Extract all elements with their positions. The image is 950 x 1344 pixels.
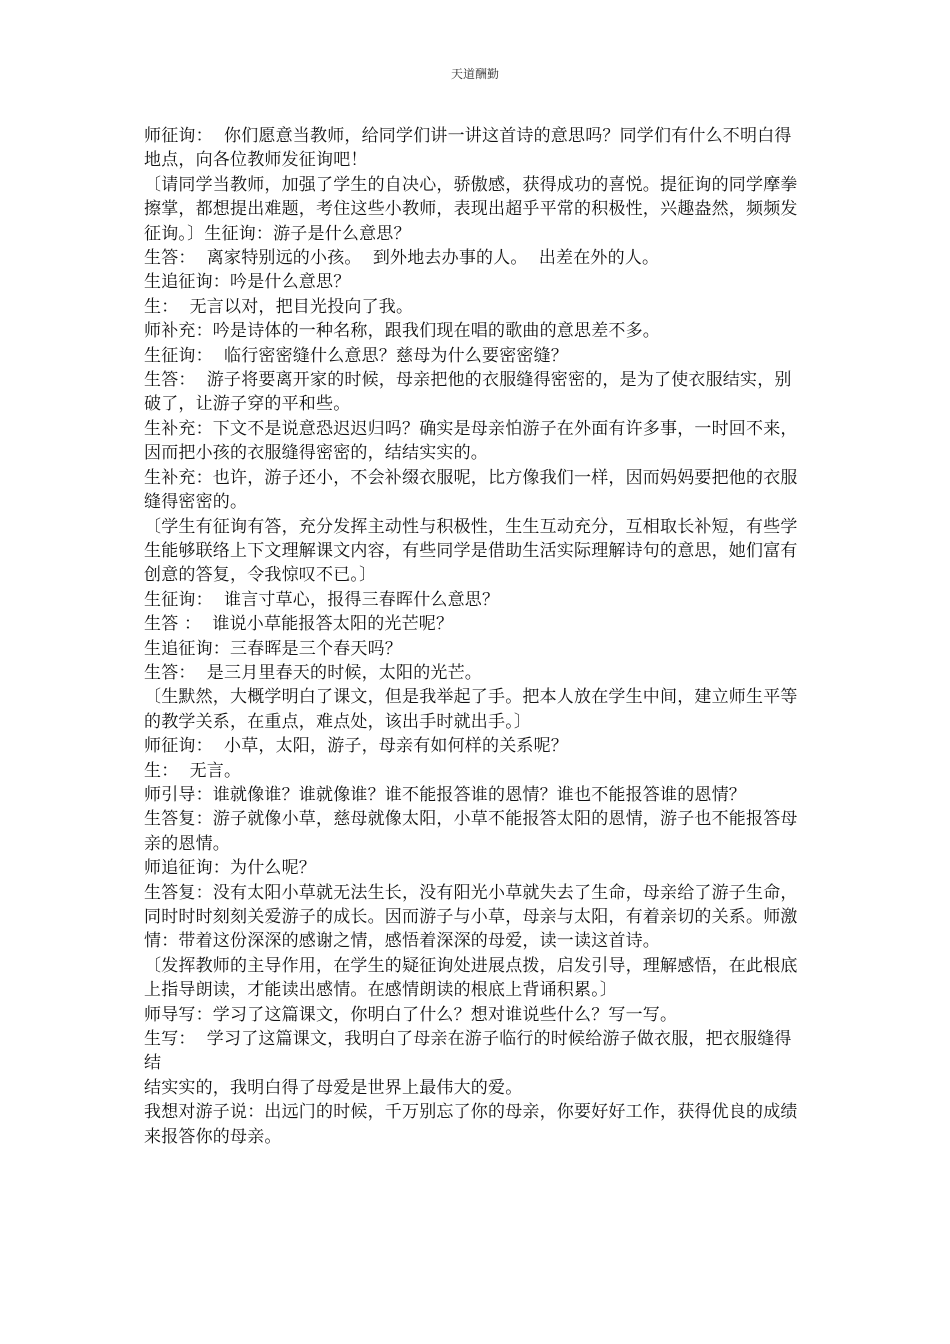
paragraph: 生补充：下文不是说意恐迟迟归吗？确实是母亲怕游子在外面有许多事，一时回不来，因而把小孩的衣服缝得密密的，结结实实的。 [144, 418, 798, 464]
paragraph: 师补充：吟是诗体的一种名称，跟我们现在唱的歌曲的意思差不多。 [144, 321, 660, 342]
paragraph: 师引导：谁就像谁？谁就像谁？谁不能报答谁的恩情？谁也不能报答谁的恩情？ [144, 784, 746, 805]
header-title: 天道酬勤 [450, 67, 499, 81]
paragraph: 师征询： 小草，太阳，游子，母亲有如何样的关系呢？ [144, 736, 569, 757]
paragraph: 生征询： 临行密密缝什么意思？慈母为什么要密密缝？ [144, 345, 569, 366]
paragraph: 〔请同学当教师，加强了学生的自决心，骄傲感，获得成功的喜悦。提征询的同学摩拳擦掌，都想提出难题，考住这些小教师，表现出超乎平常的积极性，兴趣盎然，频频发征询。〕生征询：游子是什么意思？ [144, 174, 798, 244]
paragraph: 我想对游子说：出远门的时候，千万别忘了你的母亲，你要好好工作，获得优良的成绩来报答你的母亲。 [144, 1102, 798, 1147]
paragraph: 生： 无言。 [144, 760, 242, 781]
paragraph: 生追征询：三春晖是三个春天吗？ [144, 638, 402, 659]
paragraph: 师导写：学习了这篇课文，你明白了什么？想对谁说些什么？写一写。 [144, 1004, 678, 1025]
paragraph: 生征询： 谁言寸草心，报得三春晖什么意思？ [144, 589, 500, 610]
paragraph: 〔生默然，大概学明白了课文，但是我举起了手。把本人放在学生中间，建立师生平等的教学关系，在重点，难点处，该出手时就出手。〕 [144, 687, 798, 732]
paragraph: 生答： 离家特别远的小孩。 到外地去办事的人。 出差在外的人。 [144, 248, 660, 269]
paragraph: 生答复：游子就像小草，慈母就像太阳，小草不能报答太阳的恩情，游子也不能报答母亲的恩情。 [144, 809, 798, 854]
paragraph: 生答复：没有太阳小草就无法生长，没有阳光小草就失去了生命，母亲给了游子生命，同时时时刻刻关爱游子的成长。因而游子与小草，母亲与太阳，有着亲切的关系。师激情：带着这份深深的感谢之情，感悟着深深的母爱，读一读这首诗。 [144, 882, 798, 952]
page-header [0, 66, 950, 82]
paragraph: 〔发挥教师的主导作用，在学生的疑征询处进展点拨，启发引导，理解感悟，在此根底上指导朗读，才能读出感情。在感情朗读的根底上背诵积累。〕 [144, 955, 798, 1001]
paragraph: 生： 无言以对，把目光投向了我。 [144, 296, 414, 317]
paragraph: 生写： 学习了这篇课文，我明白了母亲在游子临行的时候给游子做衣服，把衣服缝得结 [144, 1029, 792, 1074]
document-body [144, 124, 808, 1149]
paragraph: 生追征询：吟是什么意思？ [144, 272, 351, 293]
paragraph: 生答： 是三月里春天的时候，太阳的光芒。 [144, 662, 483, 683]
paragraph: 〔学生有征询有答，充分发挥主动性与积极性，生生互动充分，互相取长补短，有些学生能够联络上下文理解课文内容，有些同学是借助生活实际理解诗句的意思，她们富有创意的答复，令我惊叹不已。〕 [144, 516, 798, 586]
paragraph: 结实实的，我明白得了母爱是世界上最伟大的爱。 [144, 1077, 523, 1098]
paragraph: 生答： 游子将要离开家的时候，母亲把他的衣服缝得密密的，是为了使衣服结实，别破了，让游子穿的平和些。 [144, 370, 792, 415]
paragraph: 生补充：也许，游子还小，不会补缀衣服呢，比方像我们一样，因而妈妈要把他的衣服缝得密密的。 [144, 467, 798, 513]
paragraph: 生答 ： 谁说小草能报答太阳的光芒呢？ [144, 614, 454, 635]
paragraph: 师征询： 你们愿意当教师，给同学们讲一讲这首诗的意思吗？同学们有什么不明白得地点，向各位教师发征询吧！ [144, 126, 792, 171]
paragraph: 师追征询：为什么呢？ [144, 858, 316, 879]
